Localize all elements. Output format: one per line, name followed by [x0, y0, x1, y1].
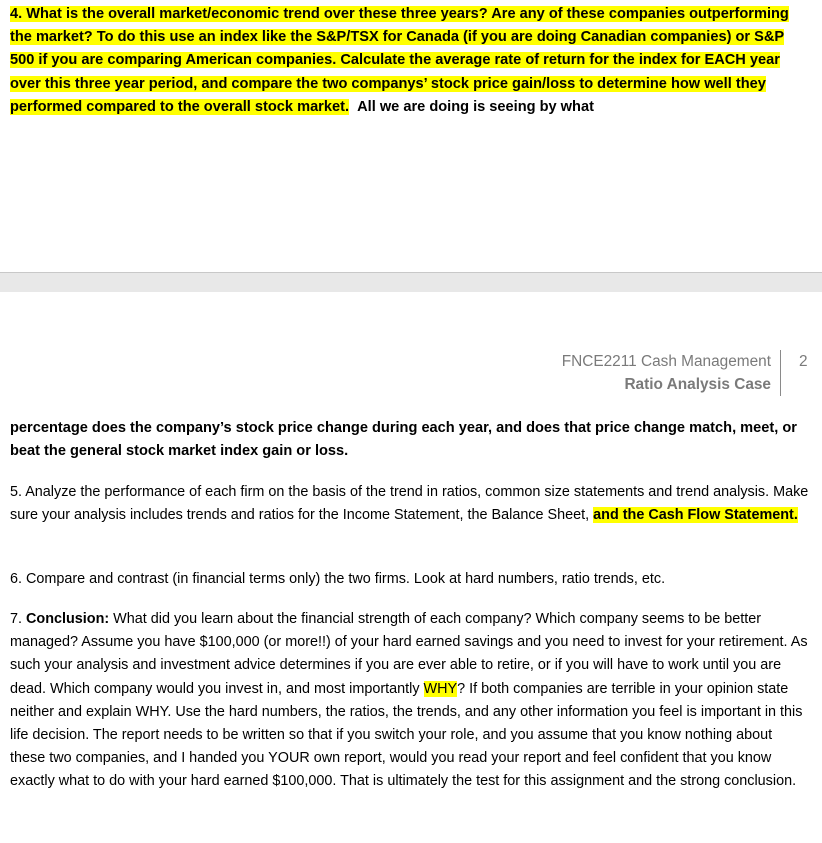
question-7-paragraph [10, 608, 810, 794]
header-subtitle: Ratio Analysis Case [624, 376, 771, 393]
document-page-2 [0, 292, 822, 843]
why-highlighted: WHY [423, 680, 458, 697]
question-7-text-b: ? If both companies are terrible in your opinion state neither and explain WHY. Use the hard numbers, the ratios, the trends, and any other information you feel is important in this life decision. The report needs to be written so that if you switch your role, and you assume that you know nothing about these two companies, and I handed you YOUR own report, would you read your report and feel confident that you know exactly what to do with your hard earned $100,000. That is ultimately the test for this assignment and the strong conclusion. [10, 680, 803, 790]
page-header [562, 350, 781, 396]
page-break-gap [0, 272, 822, 293]
question-4-continued-paragraph: percentage does the company’s stock price change during each year, and does that price change match, meet, or beat the general stock market index gain or loss. [10, 420, 797, 460]
question-6-paragraph: 6. Compare and contrast (in financial terms only) the two firms. Look at hard numbers, ratio trends, etc. [10, 571, 666, 587]
question-5-paragraph [10, 481, 810, 527]
question-4-continuation-start: All we are doing is seeing by what [357, 98, 594, 115]
question-5-highlighted-text: and the Cash Flow Statement. [593, 507, 798, 524]
conclusion-label: Conclusion: [26, 611, 110, 627]
document-page-1 [0, 0, 822, 272]
header-course-title: FNCE2211 Cash Management [561, 353, 771, 370]
question-7-number: 7. [10, 611, 23, 627]
question-5-text: 5. Analyze the performance of each firm on the basis of the trend in ratios, common size statements and trend analysis. Make sure your analysis includes trends and ratios for the Income Statement, the Balance Sheet, [10, 484, 809, 524]
page-number: 2 [799, 353, 808, 370]
question-4-paragraph [10, 3, 810, 119]
question-7-text-a: What did you learn about the financial strength of each company? Which company seems to be better managed? Assume you have $100,000 (or more!!) of your hard earned savings and you need to invest for your retirement. As such your analysis and investment advice determines if you are ever able to retire, or if you will have to work until you are dead. Which company would you invest in, and most importantly [10, 611, 808, 697]
question-4-highlighted-text: 4. What is the overall market/economic trend over these three years? Are any of these companies outperforming the market? To do this use an index like the S&P/TSX for Canada (if you are doing Canadian companies) or S&P 500 if you are comparing American companies. Calculate the average rate of return for the index for EACH year over this three year period, and compare the two companys’ stock price gain/loss to determine how well they performed compared to the overall stock market. [10, 6, 789, 115]
